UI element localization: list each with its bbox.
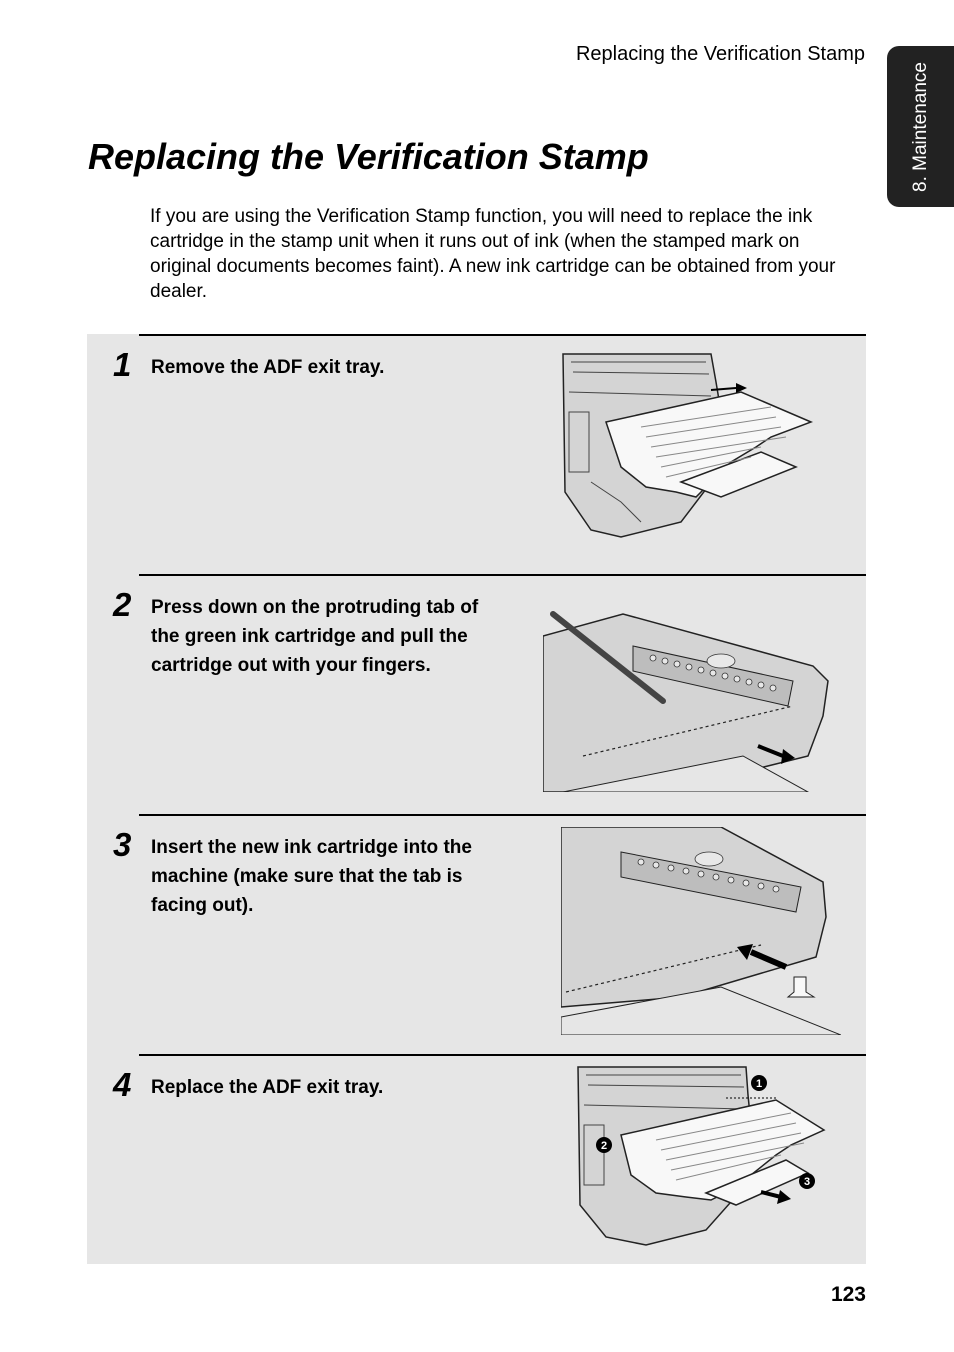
step-2 [87,574,866,814]
svg-text:3: 3 [803,1176,811,1188]
step-text: Remove the ADF exit tray. [151,357,385,378]
step-number: 3 [113,826,132,863]
callout-3 [799,1173,815,1189]
step-text: Insert the new ink cartridge into the machine (make sure that the tab is facing out). [151,837,472,916]
step-4 [87,1054,866,1264]
step-text: Press down on the protruding tab of the green ink cartridge and pull the cartridge out with your fingers. [151,597,479,676]
chapter-tab-label: 8. Maintenance [909,61,931,192]
step-divider [139,1054,866,1056]
step-number: 4 [113,1066,132,1103]
svg-text:2: 2 [600,1140,608,1152]
intro-paragraph: If you are using the Verification Stamp function, you will need to replace the ink cartridge in the stamp unit when it runs out of ink (when the stamped mark on original documents becomes faint). A new ink cartridge can be obtained from your dealer. [150,206,836,302]
callout-2 [596,1137,612,1153]
step-3 [87,814,866,1054]
svg-text:1: 1 [755,1078,763,1090]
step-text: Replace the ADF exit tray. [151,1077,384,1098]
chapter-tab [887,46,954,207]
step-1 [87,334,866,574]
remove-exit-tray-illustration [561,352,821,540]
step-divider [139,334,866,336]
page-number: 123 [830,1283,866,1306]
page-title: Replacing the Verification Stamp [88,136,649,177]
step-divider [139,574,866,576]
step-number: 2 [113,586,132,623]
steps-panel [87,334,866,1264]
running-header: Replacing the Verification Stamp [575,43,865,65]
replace-exit-tray-illustration [576,1065,826,1249]
step-divider [139,814,866,816]
step-number: 1 [113,346,132,383]
callout-1 [751,1075,767,1091]
remove-cartridge-illustration [543,606,833,792]
insert-cartridge-illustration [561,827,841,1035]
